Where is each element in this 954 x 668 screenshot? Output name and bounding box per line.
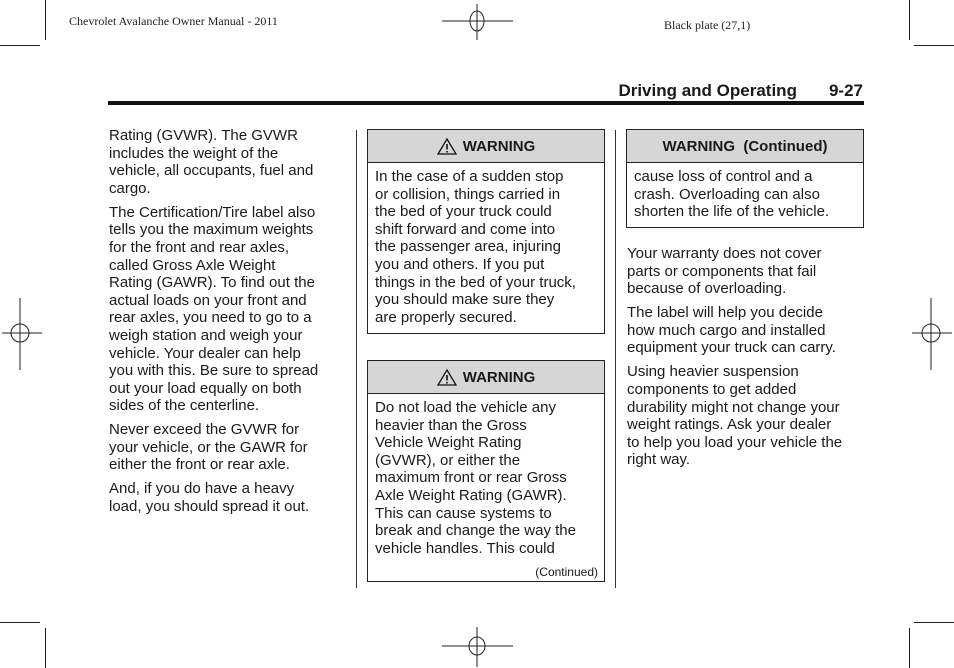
text-line: the bed of your truck could bbox=[375, 203, 552, 221]
paragraph bbox=[109, 480, 318, 515]
text-line: Your warranty does not cover bbox=[627, 245, 822, 262]
text-line: cargo. bbox=[109, 179, 151, 197]
text-line: The label will help you decide bbox=[627, 304, 823, 322]
text-line: And, if you do have a heavy bbox=[109, 480, 295, 498]
registration-mark-icon bbox=[0, 298, 45, 370]
text-line: components to get added bbox=[627, 380, 797, 398]
text-line: Rating (GAWR). To find out the bbox=[109, 274, 315, 292]
crop-mark bbox=[914, 45, 954, 46]
text-line: things in the bed of your truck, bbox=[375, 273, 576, 291]
text-line: called Gross Axle Weight bbox=[109, 256, 276, 274]
text-line: actual loads on your front and bbox=[109, 291, 307, 309]
text-line: rear axles, you need to go to a bbox=[109, 309, 312, 327]
text-line: vehicle, all occupants, fuel and bbox=[109, 162, 314, 180]
warning-box-continued bbox=[626, 129, 864, 228]
text-line: break and change the way the bbox=[375, 522, 576, 540]
text-line: equipment your truck can carry. bbox=[627, 339, 836, 357]
paragraph bbox=[627, 304, 842, 357]
text-line: shorten the life of the vehicle. bbox=[634, 203, 830, 221]
text-line: either the front or rear axle. bbox=[109, 456, 290, 474]
column-divider bbox=[615, 130, 616, 588]
text-line: you and others. If you put bbox=[375, 255, 545, 273]
paragraph bbox=[109, 127, 318, 197]
text-line: vehicle. Your dealer can help bbox=[109, 344, 301, 362]
warning-box bbox=[367, 360, 605, 582]
paragraph bbox=[109, 421, 318, 474]
text-line: load, you should spread it out. bbox=[109, 498, 310, 516]
text-line: are properly secured. bbox=[375, 308, 517, 326]
column-1 bbox=[109, 127, 318, 522]
text-line: cause loss of control and a bbox=[634, 168, 813, 185]
section-title: Driving and Operating bbox=[618, 81, 797, 100]
warning-body bbox=[368, 394, 604, 557]
continued-label: (Continued) bbox=[535, 565, 598, 579]
text-line: sides of the centerline. bbox=[109, 397, 260, 415]
crop-mark bbox=[914, 622, 954, 623]
header-rule bbox=[108, 101, 864, 105]
paragraph bbox=[109, 204, 318, 415]
warning-body bbox=[368, 163, 604, 326]
paragraph bbox=[627, 245, 842, 298]
text-line: (GVWR), or either the bbox=[375, 451, 521, 469]
text-line: This can cause systems to bbox=[375, 504, 552, 522]
text-line: Vehicle Weight Rating bbox=[375, 434, 522, 452]
text-line: weight ratings. Ask your dealer bbox=[627, 416, 832, 434]
text-line: parts or components that fail bbox=[627, 262, 817, 280]
warning-title: WARNING (Continued) bbox=[662, 137, 828, 155]
column-3 bbox=[627, 245, 842, 475]
crop-mark bbox=[45, 628, 46, 668]
text-line: shift forward and come into bbox=[375, 220, 556, 238]
warning-header bbox=[627, 130, 863, 163]
text-line: because of overloading. bbox=[627, 280, 787, 298]
text-line: Using heavier suspension bbox=[627, 363, 799, 381]
crop-mark bbox=[0, 622, 40, 623]
page-header bbox=[618, 81, 863, 101]
warning-box bbox=[367, 129, 605, 334]
warning-title: WARNING bbox=[462, 137, 536, 155]
text-line: your vehicle, or the GAWR for bbox=[109, 438, 308, 456]
registration-mark-icon bbox=[440, 625, 515, 668]
text-line: to help you load your vehicle the bbox=[627, 433, 843, 451]
column-divider bbox=[356, 130, 357, 588]
text-line: for the front and rear axles, bbox=[109, 238, 290, 256]
text-line: In the case of a sudden stop bbox=[375, 168, 564, 185]
registration-mark-icon bbox=[909, 298, 954, 370]
text-line: tells you the maximum weights bbox=[109, 221, 314, 239]
text-line: Do not load the vehicle any bbox=[375, 399, 556, 416]
print-header-title: Chevrolet Avalanche Owner Manual - 2011 bbox=[69, 14, 278, 28]
text-line: Rating (GVWR). The GVWR bbox=[109, 127, 298, 144]
text-line: out your load equally on both bbox=[109, 379, 302, 397]
text-line: the passenger area, injuring bbox=[375, 238, 561, 256]
crop-mark bbox=[45, 0, 46, 40]
page-number: 9-27 bbox=[828, 81, 863, 100]
text-line: you with this. Be sure to spread bbox=[109, 362, 319, 380]
warning-body bbox=[627, 163, 863, 221]
text-line: or collision, things carried in bbox=[375, 185, 561, 203]
paragraph bbox=[627, 363, 842, 469]
warning-title: WARNING bbox=[462, 368, 536, 386]
text-line: right way. bbox=[627, 451, 691, 469]
crop-mark bbox=[0, 45, 40, 46]
crop-mark bbox=[909, 0, 910, 40]
text-line: vehicle handles. This could bbox=[375, 539, 555, 557]
text-line: heavier than the Gross bbox=[375, 416, 527, 434]
registration-mark-icon bbox=[440, 0, 515, 45]
text-line: Never exceed the GVWR for bbox=[109, 421, 300, 439]
text-line: includes the weight of the bbox=[109, 144, 279, 162]
text-line: Axle Weight Rating (GAWR). bbox=[375, 486, 567, 504]
text-line: how much cargo and installed bbox=[627, 321, 826, 339]
warning-triangle-icon bbox=[437, 369, 457, 386]
text-line: maximum front or rear Gross bbox=[375, 469, 567, 487]
warning-header bbox=[368, 130, 604, 163]
text-line: durability might not change your bbox=[627, 398, 840, 416]
text-line: weigh station and weigh your bbox=[109, 326, 303, 344]
text-line: crash. Overloading can also bbox=[634, 185, 820, 203]
text-line: you should make sure they bbox=[375, 291, 555, 309]
warning-triangle-icon bbox=[437, 138, 457, 155]
warning-header bbox=[368, 361, 604, 394]
crop-mark bbox=[909, 628, 910, 668]
text-line: The Certification/Tire label also bbox=[109, 203, 316, 221]
print-plate-label: Black plate (27,1) bbox=[664, 18, 751, 32]
